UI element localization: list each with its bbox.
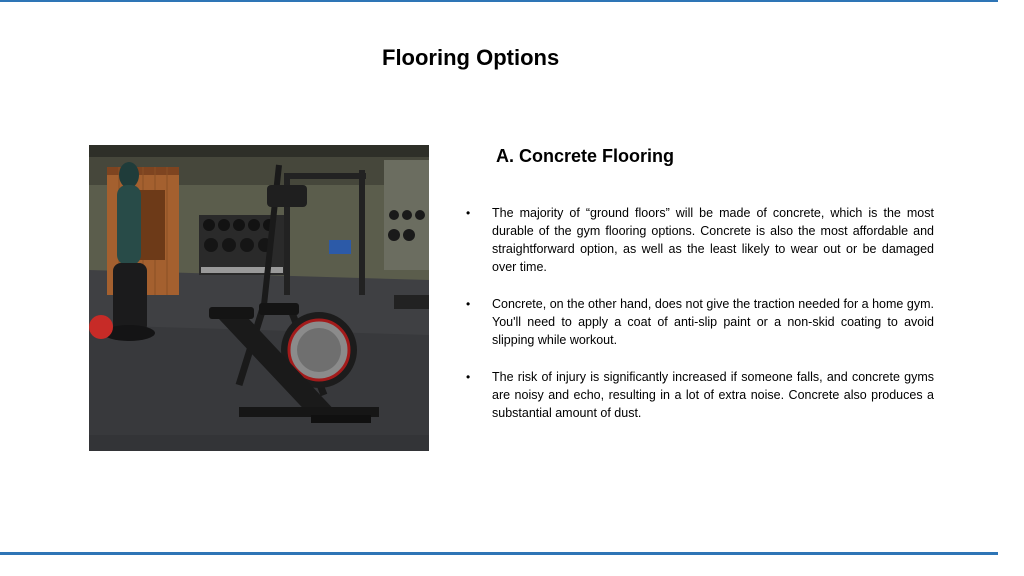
bullet-item <box>466 204 934 276</box>
bullet-icon: • <box>466 206 471 220</box>
bullet-item <box>466 295 934 349</box>
bullet-icon: • <box>466 370 471 384</box>
bottom-divider <box>0 552 998 555</box>
home-gym-photo <box>89 145 429 451</box>
bullet-icon: • <box>466 297 471 311</box>
bullet-item <box>466 368 934 422</box>
slide-title: Flooring Options <box>382 45 560 70</box>
bullet-list <box>466 204 934 441</box>
bullet-text: The risk of injury is significantly increased if someone falls, and concrete gyms are noisy and echo, resulting in a lot of extra noise. Concrete also produces a substantial amount of dust. <box>492 370 934 420</box>
section-heading: A. Concrete Flooring <box>496 146 675 166</box>
bullet-text: Concrete, on the other hand, does not give the traction needed for a home gym. You'll need to apply a coat of anti-slip paint or a non-skid coating to avoid slipping while workout. <box>492 297 934 347</box>
bullet-text: The majority of “ground floors” will be made of concrete, which is the most durable of the gym flooring options. Concrete is also the most affordable and straightforward option, as well as the least likely to wear out or be damaged over time. <box>492 206 934 274</box>
top-divider <box>0 0 998 2</box>
